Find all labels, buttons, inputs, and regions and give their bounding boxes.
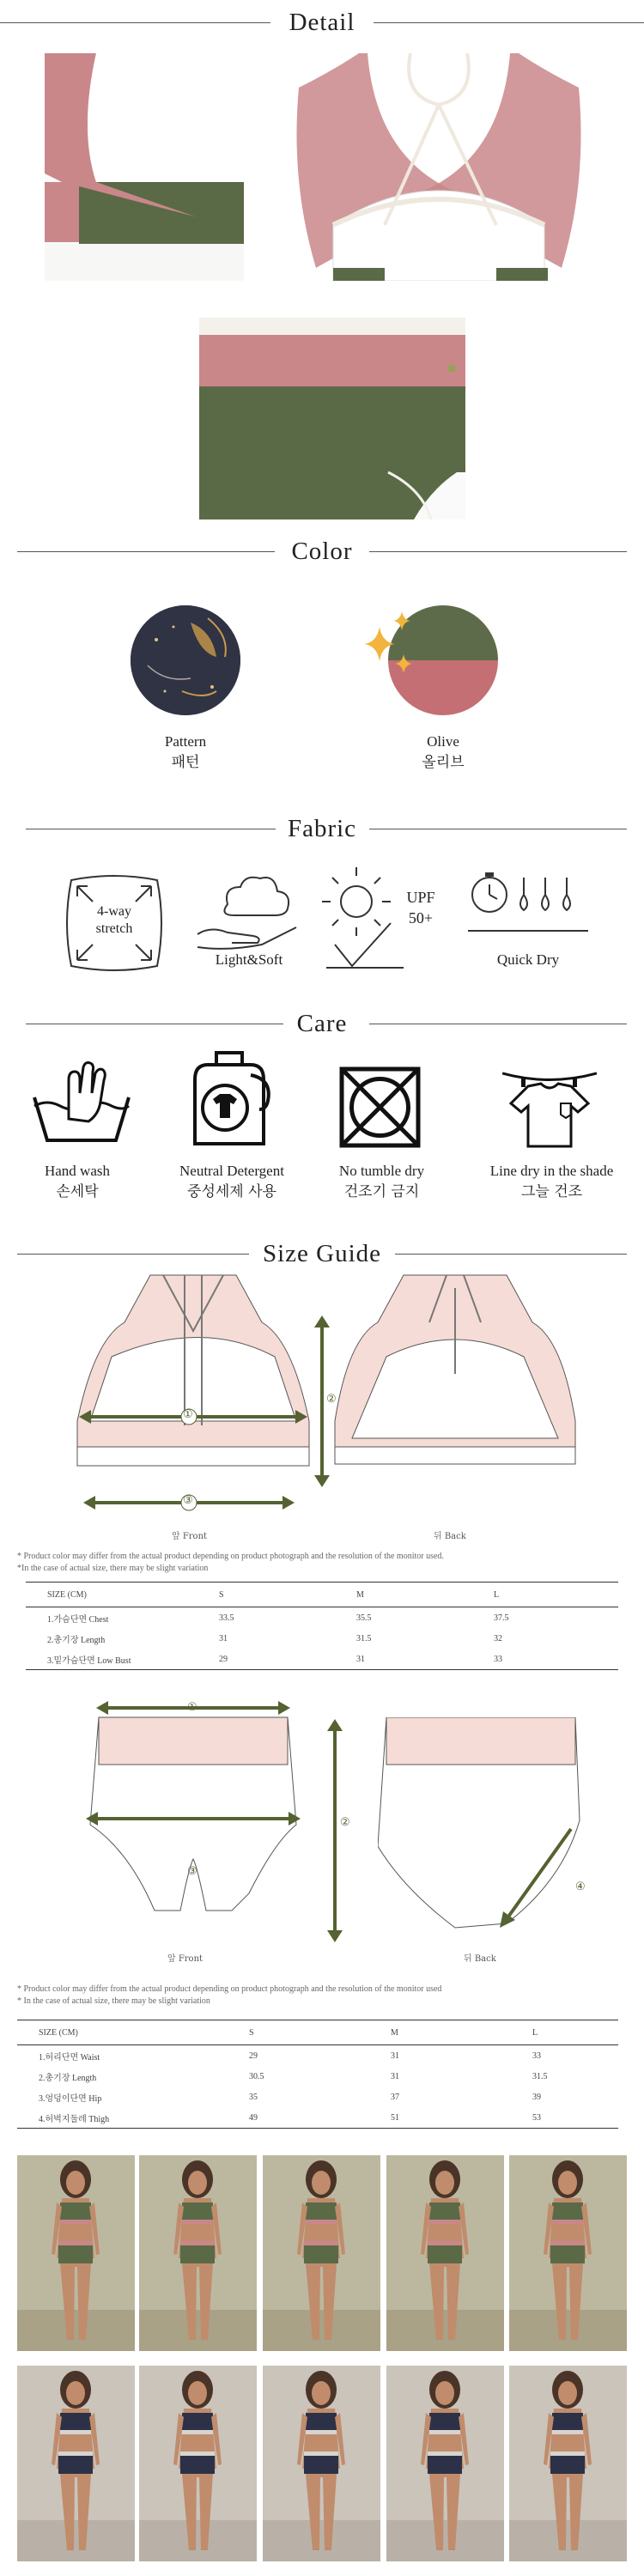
care-label-hand-wash: Hand wash 손세탁 — [44, 1163, 110, 1200]
top-note-2: *In the case of actual size, there may be slight variation — [17, 1564, 209, 1573]
sparkle-icon — [361, 610, 421, 678]
bottom-front-label: 앞 Front — [167, 1954, 204, 1964]
model-photo-olive-1 — [17, 2155, 135, 2351]
line-dry-shade-icon — [502, 1065, 597, 1151]
model-photo-olive-4 — [386, 2155, 504, 2351]
section-detail-title: Detail — [0, 5, 644, 39]
table-header-row: SIZE (CM) S M L — [17, 2020, 618, 2045]
section-care-title: Care — [0, 1006, 644, 1041]
table-row: 3.엉덩이단면 Hip 35 37 39 — [39, 2092, 541, 2104]
model-photo-pattern-4 — [386, 2366, 504, 2561]
model-photo-olive-2 — [139, 2155, 257, 2351]
top-size-table — [26, 1582, 618, 1670]
quick-dry-icon — [468, 860, 588, 946]
hand-wash-icon — [30, 1054, 133, 1149]
bottom-note-1: * Product color may differ from the actual product depending on product photograph and the resolution of the monitor used — [17, 1984, 442, 1994]
bottom-m1: ① — [187, 1701, 197, 1714]
top-back-diagram — [326, 1271, 584, 1520]
detail-photo-1 — [45, 53, 244, 281]
section-size-guide-title: Size Guide — [0, 1236, 644, 1271]
model-photo-pattern-2 — [139, 2366, 257, 2561]
stretch-label-2: stretch — [95, 921, 133, 936]
detergent-icon — [182, 1049, 276, 1151]
table-row: 1.가슴단면 Chest 33.5 35.5 37.5 — [47, 1613, 509, 1625]
top-m3: ③ — [183, 1494, 193, 1507]
section-fabric-title: Fabric — [0, 811, 644, 846]
model-photo-olive-3 — [263, 2155, 380, 2351]
four-way-stretch-icon — [58, 867, 170, 979]
care-label-no-tumble: No tumble dry 건조기 금지 — [338, 1163, 425, 1200]
bottom-back-label: 뒤 Back — [464, 1954, 496, 1964]
bottom-m4: ④ — [575, 1880, 586, 1893]
bottom-m3: ③ — [187, 1865, 197, 1878]
table-row: 2.총기장 Length 30.5 31 31.5 — [39, 2071, 548, 2083]
model-photo-pattern-5 — [509, 2366, 627, 2561]
bottom-length-arrow — [322, 1719, 348, 1942]
table-row: 4.허벅지둘레 Thigh 49 51 53 — [17, 2107, 618, 2129]
table-row: 3.밑가슴단면 Low Bust 29 31 33 — [26, 1649, 618, 1670]
no-tumble-dry-icon — [339, 1066, 421, 1148]
upf-sun-icon — [322, 863, 451, 975]
bottom-note-2: * In the case of actual size, there may be slight variation — [17, 1996, 210, 2006]
care-label-line-dry: Line dry in the shade 그늘 건조 — [489, 1163, 614, 1200]
color-label-olive: Olive 올리브 — [422, 733, 465, 771]
bottom-back-diagram — [378, 1717, 592, 1936]
care-label-detergent: Neutral Detergent 중성세제 사용 — [179, 1163, 284, 1200]
detail-photo-3 — [199, 318, 465, 519]
bottom-front-diagram — [77, 1696, 309, 1915]
top-m1: ① — [183, 1408, 193, 1421]
model-photo-olive-5 — [509, 2155, 627, 2351]
top-back-label: 뒤 Back — [434, 1532, 466, 1541]
detail-photo-2 — [282, 53, 596, 281]
section-color-title: Color — [0, 534, 644, 568]
table-row: 1.허리단면 Waist 29 31 33 — [39, 2050, 541, 2063]
top-front-diagram — [60, 1271, 343, 1520]
top-front-label: 앞 Front — [172, 1532, 208, 1541]
model-photo-pattern-3 — [263, 2366, 380, 2561]
model-photo-pattern-1 — [17, 2366, 135, 2561]
quick-dry-label: Quick Dry — [496, 951, 560, 968]
top-m2: ② — [326, 1393, 337, 1406]
bottom-size-table — [17, 2020, 618, 2129]
color-label-pattern: Pattern 패턴 — [164, 733, 207, 771]
light-soft-icon — [193, 866, 305, 956]
top-note-1: * Product color may differ from the actual product depending on product photograph and the resolution of the monitor used. — [17, 1552, 444, 1561]
stretch-label-1: 4-way — [97, 904, 131, 919]
table-row: 2.총기장 Length 31 31.5 32 — [47, 1633, 502, 1645]
upf-value: 50+ — [408, 909, 434, 927]
light-soft-label: Light&Soft — [215, 951, 283, 968]
table-header-row: SIZE (CM) S M L — [26, 1583, 618, 1607]
color-swatch-pattern[interactable] — [131, 605, 240, 715]
upf-label: UPF — [406, 889, 435, 906]
bottom-m2: ② — [340, 1816, 350, 1829]
